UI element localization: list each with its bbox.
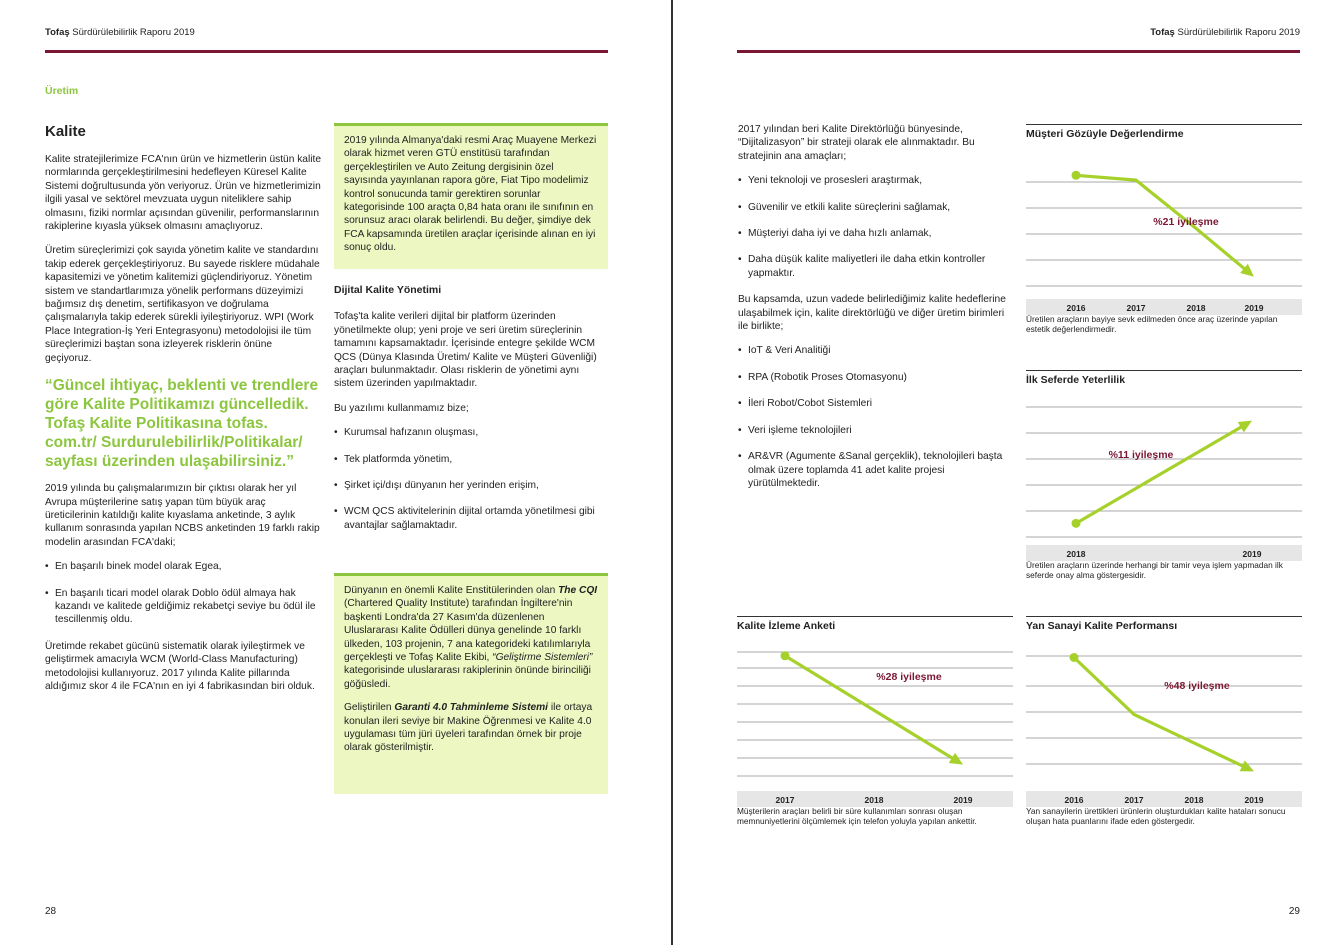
paragraph: Bu yazılımı kullanmamız bize; [334,402,469,414]
chart-title: Kalite İzleme Anketi [737,616,1013,632]
x-tick-label: 2016 [1064,795,1084,805]
chart-musteri-gozuyle [1026,124,1302,344]
list-item: • Yeni teknoloji ve prosesleri araştırmak, [738,174,1008,187]
x-tick-label: 2018 [1186,303,1206,313]
x-tick-label: 2016 [1066,303,1086,313]
list-item: • IoT & Veri Analitiği [738,344,1008,357]
chart-ilk-seferde [1026,370,1302,590]
paragraph: Kalite stratejilerimize FCA'nın ürün ve hizmetlerin üstün kalite normlarında gerçekleştirilmesini hedefleyen Küresel Kalite Sistemi doğrultusunda yön veriyoruz. Ürün ve hizmetlerimizin ilgili yasal ve sektörel mevzuata uygun niteliklere sahip olmasını, fiziki normlar açısından güvenilir, performanslarının rakiplerine kıyasla yüksek olmasını amaçlıyoruz. [45,154,321,233]
x-tick-label: 2018 [1066,549,1086,559]
line-chart [1026,392,1302,562]
page-divider [671,0,673,945]
chart-caption: Müşterilerin araçları belirli bir süre kullanımları sonrası oluşan memnuniyetlerini ölçümlemek için telefon yoluyla yapılan ankettir. [737,806,977,826]
paragraph: Üretimde rekabet gücünü sistematik olarak iyileştirmek ve geliştirmek amacıyla WCM (World-Class Manufacturing) metodolojisi kullanıyoruz. 2017 yılında Kalite pillarında aldığımız skor 4 ile FCA'nın en iyi 4 fabrikasından biri olduk. [45,640,315,692]
right-header [1150,27,1300,38]
page-number: 28 [45,906,57,917]
header-brand: Tofaş [1150,27,1175,38]
data-point [1072,519,1081,528]
right-text-column [738,123,1008,503]
data-point [1072,171,1081,180]
right-header-rule [737,50,1300,53]
page-number: 29 [1288,906,1300,917]
pull-quote: “Güncel ihtiyaç, beklenti ve trendlere göre Kalite Politikamızı güncelledik. Tofaş Kalite Politikasına tofas. com.tr/ Surdurulebilirlik/Politikalar/ sayfası üzerinden ulaşabilirsiniz.” [45,377,319,471]
list-item: • Kurumsal hafızanın oluşması, [334,426,608,439]
list-item: • Veri işleme teknolojileri [738,424,1008,437]
line-chart [737,638,1013,808]
x-tick-label: 2019 [1244,303,1264,313]
chart-kalite-izleme [737,616,1013,836]
x-tick-label: 2018 [864,795,884,805]
section-label: Üretim [45,85,79,97]
paragraph: 2017 yılından beri Kalite Direktörlüğü bünyesinde, “Dijitalizasyon” bir strateji olarak ele alınmaktadır. Bu stratejinin ana amaçları; [738,124,975,162]
header-title: Sürdürülebilirlik Raporu 2019 [72,27,195,38]
paragraph: Üretim süreçlerimizi çok sayıda yönetim kalite ve standardını takip ederek gerçekleştiriyoruz. Bu sayede risklere müdahale kapasitemizi ve yönetim kalitemizi güçlendiriyoruz. Yönetim sistem ve standartlarımıza yönelik performans düzeyimizi bağımsız dış denetim, sertifikasyon ve doğrulama çalışmalarıyla takip ederek sürekli iyileştiriyoruz. WPI (Work Place Integration-İş Yeri Entegrasyonu) metodolojisi ile tüm süreçlerimizi baştan sona izleyerek risklerin önüne geçiyoruz. [45,245,320,364]
left-header [45,27,195,38]
data-point [1070,653,1079,662]
list-item: • RPA (Robotik Proses Otomasyonu) [738,371,1008,384]
chart-caption: Yan sanayilerin ürettikleri ürünlerin oluşturdukları kalite hataları sonucu oluşan hata puanlarını ifade eden göstergedir. [1026,806,1286,826]
x-tick-label: 2019 [1242,549,1262,559]
goals-list [738,174,1008,280]
x-tick-label: 2017 [775,795,795,805]
x-tick-label: 2019 [1244,795,1264,805]
x-tick-label: 2017 [1124,795,1144,805]
improvement-label: %21 iyileşme [1153,216,1219,228]
data-point [781,651,790,660]
paragraph: 2019 yılında bu çalışmalarımızın bir çıktısı olarak her yıl Avrupa müşterilerine satış yapan tüm büyük araç üreticilerinin katıldığı kalite kıyaslama anketinde, 3 aylık kullanım sonrasında yapılan NCBS anketinden 19 farklı rakip modelin arasından FCA'daki; [45,483,320,548]
list-item: • En başarılı ticari model olarak Doblo ödül almaya hak kazandı ve kalitede geldiğimiz rekabetçi seviye bu ödül ile tescillenmiş oldu. [45,587,321,627]
list-item: • WCM QCS aktivitelerinin dijital ortamda yönetilmesi gibi avantajlar sağlamaktadır. [334,505,608,532]
page-title: Kalite [45,123,86,140]
series-line [1076,425,1245,524]
line-chart [1026,146,1302,316]
subheading: Dijital Kalite Yönetimi [334,284,442,296]
highlight-text: 2019 yılında Almanya'daki resmi Araç Muayene Merkezi olarak hizmet veren GTÜ enstitüsü tarafından gerçekleştirilen ve Auto Zeitung dergisinin özel sayısında yayınlanan rapora göre, Fiat Tipo modelimiz kontrol sonucunda tamir gerektiren sorunlar kategorisinde 100 araçta 0,84 hata oranı ile sınıfının en sorunsuz aracı olarak belirlendi. Bu değer, şimdiye dek FCA kapsamında üretilen araçlar içerisinde alınan en iyi sonuç oldu. [344,135,597,254]
highlight-text: Geliştirilen Garanti 4.0 Tahminleme Sistemi ile ortaya konulan ileri seviye bir Makine Öğrenmesi ve Kalite 4.0 uygulaması tüm jüri üyeleri tarafından örnek bir proje olarak gösterilmiştir. [344,702,593,754]
chart-title: İlk Seferde Yeterlilik [1026,370,1302,386]
highlight-text: Dünyanın en önemli Kalite Enstitülerinden olan The CQI (Chartered Quality Institute) tarafından İngiltere'nin başkenti Londra'da 27 Kasım'da düzenlenen Uluslararası Kalite Ödülleri dünya genelinde 10 farklı ülkeden, 103 projenin, 7 ana kategorideki katılımlarıyla gerçekleşti ve Tofaş Kalite Ekibi, “Geliştirme Sistemleri” kategorisinde uluslararası rakiplerinin önünde birinciliği göğüsledi. [344,585,598,690]
line-chart [1026,638,1302,808]
header-brand: Tofaş [45,27,70,38]
header-title: Sürdürülebilirlik Raporu 2019 [1177,27,1300,38]
paragraph: Bu kapsamda, uzun vadede belirlediğimiz kalite hedeflerine ulaşabilmek için, kalite direktörlüğü ve diğer üretim birimleri ile birlikte; [738,294,1006,333]
list-item: • En başarılı binek model olarak Egea, [45,560,321,573]
list-item: • İleri Robot/Cobot Sistemleri [738,397,1008,410]
x-tick-label: 2019 [953,795,973,805]
list-item: • Şirket içi/dışı dünyanın her yerinden erişim, [334,479,608,492]
chart-title: Yan Sanayi Kalite Performansı [1026,616,1302,632]
improvement-label: %48 iyileşme [1164,680,1230,692]
list-item: • Güvenilir ve etkili kalite süreçlerini sağlamak, [738,201,1008,214]
award-list [45,560,321,627]
x-tick-label: 2017 [1126,303,1146,313]
list-item: • Tek platformda yönetim, [334,453,608,466]
left-column-1 [45,153,321,704]
left-header-rule [45,50,608,53]
chart-caption: Üretilen araçların üzerinde herhangi bir tamir veya işlem yapmadan ilk seferde onay alma göstergesidir. [1026,560,1283,580]
chart-title: Müşteri Gözüyle Değerlendirme [1026,124,1302,140]
gtu-highlight-box [334,123,608,269]
x-tick-label: 2018 [1184,795,1204,805]
cqi-highlight-box [334,573,608,794]
benefit-list [334,426,608,532]
left-column-2 [334,284,608,545]
list-item: • AR&VR (Agumente &Sanal gerçeklik), teknolojileri başta olmak üzere toplamda 41 adet kalite projesi yürütülmektedir. [738,450,1008,490]
list-item: • Müşteriyi daha iyi ve daha hızlı anlamak, [738,227,1008,240]
series-line [1074,657,1247,767]
chart-caption: Üretilen araçların bayiye sevk edilmeden önce araç üzerinde yapılan estetik değerlendirmedir. [1026,314,1278,334]
paragraph: Tofaş'ta kalite verileri dijital bir platform üzerinden yönetilmekte olup; yeni proje ve seri üretim süreçlerinin tamamını kapsamaktadır. İçerisinde entegre şekilde WCM QCS (Dünya Klasında Üretim/ Kalite ve Müşteri Güvenliği) araçları bulunmaktadır. Olası risklerin de yönetimi aynı sistem üzerinden yapılmaktadır. [334,311,597,390]
improvement-label: %11 iyileşme [1108,449,1174,461]
projects-list [738,344,1008,490]
list-item: • Daha düşük kalite maliyetleri ile daha etkin kontroller yapmaktır. [738,253,1008,280]
improvement-label: %28 iyileşme [876,671,942,683]
chart-yan-sanayi [1026,616,1302,836]
